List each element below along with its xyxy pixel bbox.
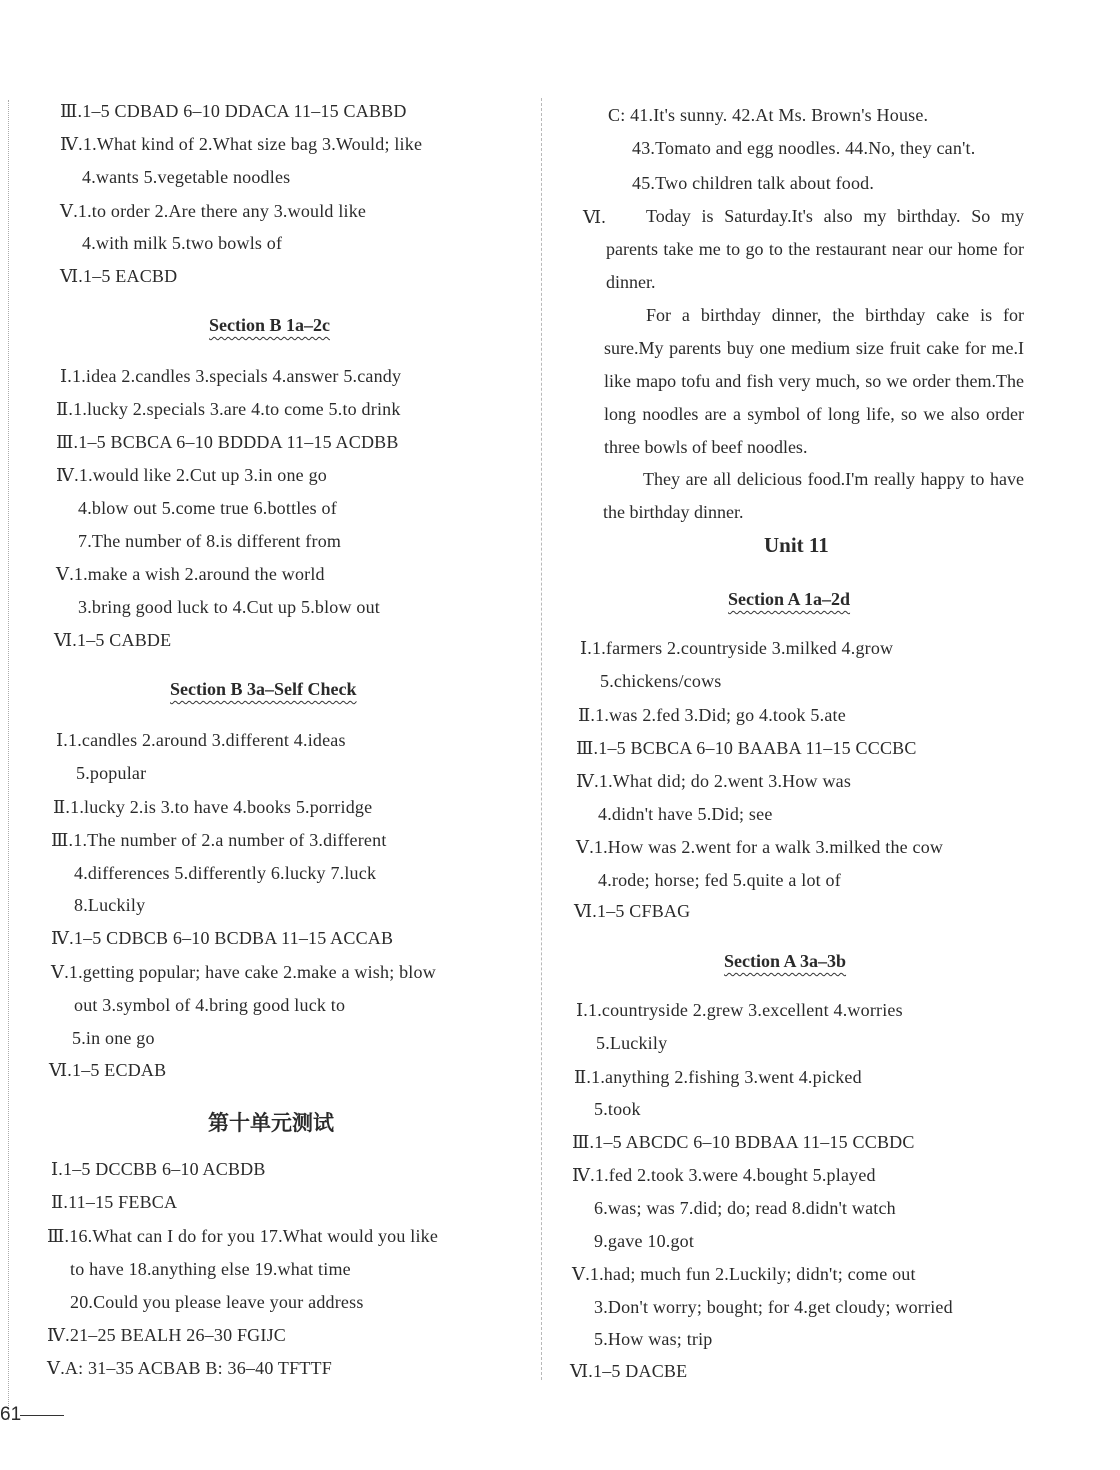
answer-line: C: 41.It's sunny. 42.At Ms. Brown's House. bbox=[608, 105, 929, 125]
answer-line: Ⅲ.1–5 CDBAD 6–10 DDACA 11–15 CABBD bbox=[60, 101, 407, 121]
answer-line: Ⅲ.1–5 ABCDC 6–10 BDBAA 11–15 CCBDC bbox=[572, 1132, 915, 1152]
essay-paragraph: Today is Saturday.It's also my birthday. So my parents take me to go to the restaurant near our home for dinner. bbox=[606, 206, 1024, 292]
answer-line: 5.took bbox=[594, 1099, 641, 1119]
answer-line: 5.Luckily bbox=[596, 1033, 668, 1053]
answer-line: Ⅱ.11–15 FEBCA bbox=[51, 1192, 178, 1212]
column-divider bbox=[541, 98, 542, 1380]
answer-line: out 3.symbol of 4.bring good luck to bbox=[74, 995, 346, 1015]
answer-line: Ⅰ.1.farmers 2.countryside 3.milked 4.grow bbox=[580, 638, 894, 658]
answer-line: Ⅲ.1.The number of 2.a number of 3.different bbox=[51, 830, 387, 850]
answer-line: Ⅱ.1.lucky 2.is 3.to have 4.books 5.porridge bbox=[53, 797, 373, 817]
answer-line: 3.bring good luck to 4.Cut up 5.blow out bbox=[78, 597, 380, 617]
answer-line: Ⅵ.1–5 EACBD bbox=[60, 266, 178, 286]
answer-line: Ⅲ.1–5 BCBCA 6–10 BDDDA 11–15 ACDBB bbox=[56, 432, 399, 452]
answer-line: Ⅰ.1.candles 2.around 3.different 4.ideas bbox=[56, 730, 346, 750]
page-number: 61 bbox=[0, 1404, 22, 1425]
answer-line: 5.chickens/cows bbox=[600, 671, 722, 691]
answer-line: Ⅱ.1.anything 2.fishing 3.went 4.picked bbox=[574, 1067, 862, 1087]
answer-line: 5.popular bbox=[76, 763, 147, 783]
answer-line: Ⅰ.1.countryside 2.grew 3.excellent 4.worries bbox=[576, 1000, 903, 1020]
answer-line: 45.Two children talk about food. bbox=[632, 173, 875, 193]
section-heading: Section B 1a–2c bbox=[209, 315, 330, 335]
answer-line: Ⅱ.1.lucky 2.specials 3.are 4.to come 5.to drink bbox=[56, 399, 401, 419]
section-heading: Section A 3a–3b bbox=[724, 951, 847, 971]
answer-line: Ⅵ.1–5 DACBE bbox=[570, 1361, 688, 1381]
answer-line: Ⅳ.21–25 BEALH 26–30 FGIJC bbox=[47, 1325, 286, 1345]
answer-line: Ⅴ.1.make a wish 2.around the world bbox=[56, 564, 325, 584]
section-heading: 第十单元测试 bbox=[208, 1111, 334, 1135]
unit-title: Unit 11 bbox=[764, 533, 829, 557]
answer-line: 20.Could you please leave your address bbox=[70, 1292, 364, 1312]
answer-line: 6.was; was 7.did; do; read 8.didn't watch bbox=[594, 1198, 896, 1218]
answer-line: Ⅰ.1–5 DCCBB 6–10 ACBDB bbox=[51, 1159, 266, 1179]
answer-line: 3.Don't worry; bought; for 4.get cloudy; worried bbox=[594, 1297, 953, 1317]
answer-line: Ⅳ.1.What kind of 2.What size bag 3.Would; like bbox=[60, 134, 423, 154]
answer-line: Ⅴ.1.getting popular; have cake 2.make a wish; blow bbox=[51, 962, 436, 982]
answer-line: 4.rode; horse; fed 5.quite a lot of bbox=[598, 870, 841, 890]
answer-line: 43.Tomato and egg noodles. 44.No, they can't. bbox=[632, 138, 976, 158]
answer-line: Ⅳ.1.fed 2.took 3.were 4.bought 5.played bbox=[572, 1165, 876, 1185]
answer-line: 5.How was; trip bbox=[594, 1329, 713, 1349]
answer-line: Ⅵ.1–5 CFBAG bbox=[574, 901, 691, 921]
answer-line: Ⅴ.1.to order 2.Are there any 3.would like bbox=[60, 201, 367, 221]
answer-line: Ⅵ.1–5 ECDAB bbox=[49, 1060, 167, 1080]
answer-line: 4.wants 5.vegetable noodles bbox=[82, 167, 291, 187]
answer-line: Ⅲ.16.What can I do for you 17.What would you like bbox=[47, 1226, 439, 1246]
page-number-rule bbox=[20, 1415, 64, 1416]
essay-paragraph: For a birthday dinner, the birthday cake is for sure.My parents buy one medium size fruit cake for me.I like mapo tofu and fish very much, so we order them.The long noodles are a symbol of long life, so we also order three bowls of beef noodles. bbox=[604, 305, 1024, 457]
answer-line: to have 18.anything else 19.what time bbox=[70, 1259, 351, 1279]
answer-line: Ⅱ.1.was 2.fed 3.Did; go 4.took 5.ate bbox=[578, 705, 846, 725]
answer-line: 5.in one go bbox=[72, 1028, 155, 1048]
answer-line: Ⅵ.1–5 CABDE bbox=[54, 630, 172, 650]
answer-line: Ⅳ.1–5 CDBCB 6–10 BCDBA 11–15 ACCAB bbox=[51, 928, 394, 948]
answer-line: 9.gave 10.got bbox=[594, 1231, 695, 1251]
answer-line: 4.with milk 5.two bowls of bbox=[82, 233, 283, 253]
section-heading: Section A 1a–2d bbox=[728, 589, 851, 609]
answer-line: Ⅴ.A: 31–35 ACBAB B: 36–40 TFTTF bbox=[47, 1358, 332, 1378]
answer-line: 8.Luckily bbox=[74, 895, 146, 915]
answer-line: Ⅰ.1.idea 2.candles 3.specials 4.answer 5.candy bbox=[60, 366, 402, 386]
section-heading: Section B 3a–Self Check bbox=[170, 679, 357, 699]
answer-line: Ⅴ.1.had; much fun 2.Luckily; didn't; come out bbox=[572, 1264, 916, 1284]
page-edge bbox=[8, 100, 9, 1420]
answer-line: Ⅳ.1.would like 2.Cut up 3.in one go bbox=[56, 465, 327, 485]
answer-line: 4.differences 5.differently 6.lucky 7.luck bbox=[74, 863, 377, 883]
answer-line: Ⅳ.1.What did; do 2.went 3.How was bbox=[576, 771, 852, 791]
essay-label: Ⅵ. bbox=[583, 207, 607, 227]
answer-line: 4.didn't have 5.Did; see bbox=[598, 804, 773, 824]
answer-line: Ⅲ.1–5 BCBCA 6–10 BAABA 11–15 CCCBC bbox=[576, 738, 917, 758]
answer-line: 7.The number of 8.is different from bbox=[78, 531, 342, 551]
essay-paragraph: They are all delicious food.I'm really happy to have the birthday dinner. bbox=[603, 469, 1024, 522]
answer-line: 4.blow out 5.come true 6.bottles of bbox=[78, 498, 337, 518]
answer-line: Ⅴ.1.How was 2.went for a walk 3.milked the cow bbox=[576, 837, 944, 857]
